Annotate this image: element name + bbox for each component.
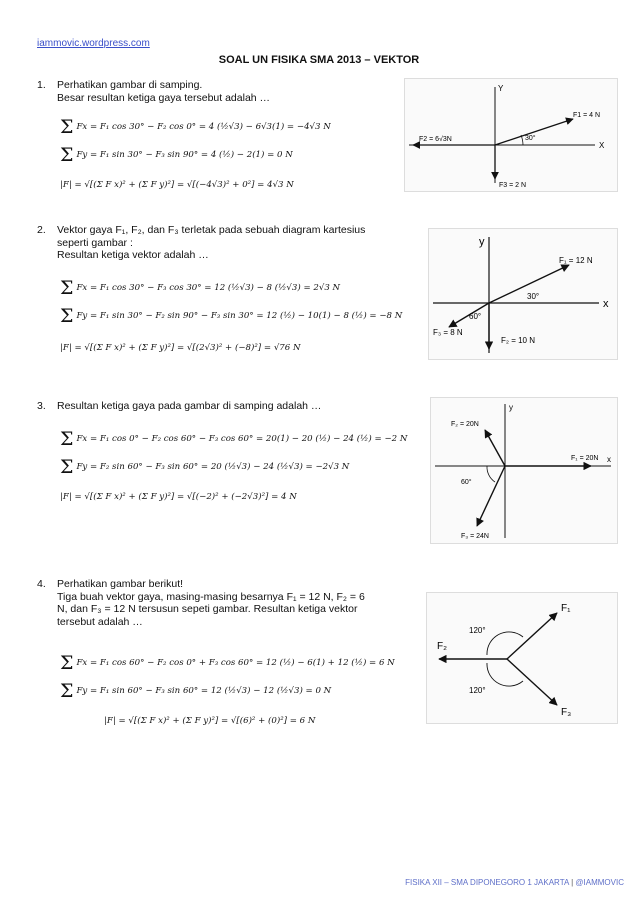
angle-label: 60° (461, 479, 472, 486)
y-axis-label: y (479, 236, 485, 248)
f1-label: F₁ = 12 N (559, 256, 593, 265)
f3-label: F₃ (561, 707, 572, 718)
y-axis-label: y (509, 403, 513, 412)
equation-fx: Σ Fx = F₁ cos 0° − F₂ cos 60° − F₃ cos 60° = 20(1) − 20 (½) − 24 (½) = −2 N (60, 428, 408, 450)
f1-label: F₁ (561, 603, 571, 614)
f1-label: F₁ = 20N (571, 455, 599, 462)
problem-text-line: Resultan ketiga vektor adalah … (57, 249, 209, 261)
f2-label: F₂ = 10 N (501, 336, 536, 345)
equation-resultant: |F| = √[(Σ F x)² + (Σ F y)²] = √[(6)² + (0)²] = 6 N (104, 716, 316, 726)
x-axis-label: x (603, 298, 609, 310)
y-axis-label: Y (498, 84, 504, 93)
site-link[interactable]: iammovic.wordpress.com (37, 38, 150, 49)
problem-3 (37, 400, 427, 413)
figure-2 (428, 228, 618, 360)
equation-fy: Σ Fy = F₂ sin 60° − F₃ sin 60° = 20 (½√3) − 24 (½√3) = −2√3 N (60, 456, 350, 478)
problem-text-line: Perhatikan gambar di samping. (57, 79, 203, 91)
footer-school: FISIKA XII – SMA DIPONEGORO 1 JAKARTA (405, 878, 569, 887)
f1-label: F1 = 4 N (573, 112, 601, 119)
angle-label: 30° (527, 292, 540, 301)
problem-text-line: tersebut adalah … (57, 615, 143, 628)
page-title: SOAL UN FISIKA SMA 2013 – VEKTOR (218, 54, 420, 66)
x-axis-label: x (607, 455, 611, 464)
equation-fx: Σ Fx = F₁ cos 30° − F₂ cos 0° = 4 (½√3) − 6√3(1) = −4√3 N (60, 116, 331, 138)
figure-4 (426, 592, 618, 724)
equation-resultant: |F| = √[(Σ F x)² + (Σ F y)²] = √[(2√3)² + (−8)²] = √76 N (60, 343, 301, 353)
problem-text-line: Tiga buah vektor gaya, masing-masing besarnya F₁ = 12 N, F₂ = 6 (57, 590, 365, 603)
problem-1 (37, 79, 417, 104)
problem-number: 2. (37, 224, 46, 236)
f3-label: F3 = 2 N (499, 182, 527, 189)
f3-label: F₃ = 8 N (433, 328, 463, 337)
angle-label: 30° (525, 135, 536, 142)
angle-label: 120° (469, 626, 486, 635)
problem-text-line: Resultan ketiga gaya pada gambar di samping adalah … (57, 400, 322, 412)
page-footer (405, 878, 624, 887)
figure-3 (430, 397, 618, 544)
equation-fx: Σ Fx = F₁ cos 60° − F₂ cos 0° + F₃ cos 60° = 12 (½) − 6(1) + 12 (½) = 6 N (60, 652, 395, 674)
problem-number: 3. (37, 400, 46, 412)
problem-2 (37, 224, 427, 262)
f3-label: F₃ = 24N (461, 533, 489, 540)
angle-label: 60° (469, 312, 482, 321)
angle-label: 120° (469, 686, 486, 695)
equation-resultant: |F| = √[(Σ F x)² + (Σ F y)²] = √[(−4√3)² + 0²] = 4√3 N (60, 180, 294, 190)
equation-resultant: |F| = √[(Σ F x)² + (Σ F y)²] = √[(−2)² + (−2√3)²] = 4 N (60, 492, 297, 502)
problem-text-line: Besar resultan ketiga gaya tersebut adalah … (57, 91, 271, 104)
equation-fx: Σ Fx = F₁ cos 30° − F₃ cos 30° = 12 (½√3) − 8 (½√3) = 2√3 N (60, 277, 341, 299)
problem-number: 4. (37, 578, 46, 590)
f2-label: F₂ (437, 641, 447, 652)
equation-fy: Σ Fy = F₁ sin 30° − F₂ sin 90° − F₃ sin 30° = 12 (½) − 10(1) − 8 (½) = −8 N (60, 305, 403, 327)
footer-separator: | (568, 878, 576, 887)
equation-fy: Σ Fy = F₁ sin 60° − F₃ sin 60° = 12 (½√3) − 12 (½√3) = 0 N (60, 680, 332, 702)
f2-label: F2 = 6√3N (419, 136, 452, 143)
problem-text-line: Perhatikan gambar berikut! (57, 578, 184, 590)
problem-text-line: Vektor gaya F₁, F₂, dan F₃ terletak pada sebuah diagram kartesius (57, 224, 366, 236)
f2-label: F₂ = 20N (451, 421, 479, 428)
figure-1 (404, 78, 618, 192)
x-axis-label: X (599, 141, 605, 150)
equation-fy: Σ Fy = F₁ sin 30° − F₃ sin 90° = 4 (½) − 2(1) = 0 N (60, 144, 293, 166)
problem-text-line: N, dan F₃ = 12 N tersusun sepeti gambar. Resultan ketiga vektor (57, 603, 358, 615)
footer-handle: @IAMMOVIC (575, 878, 624, 887)
problem-text-line: seperti gambar : (57, 236, 133, 249)
problem-number: 1. (37, 79, 46, 91)
problem-4 (37, 578, 417, 628)
